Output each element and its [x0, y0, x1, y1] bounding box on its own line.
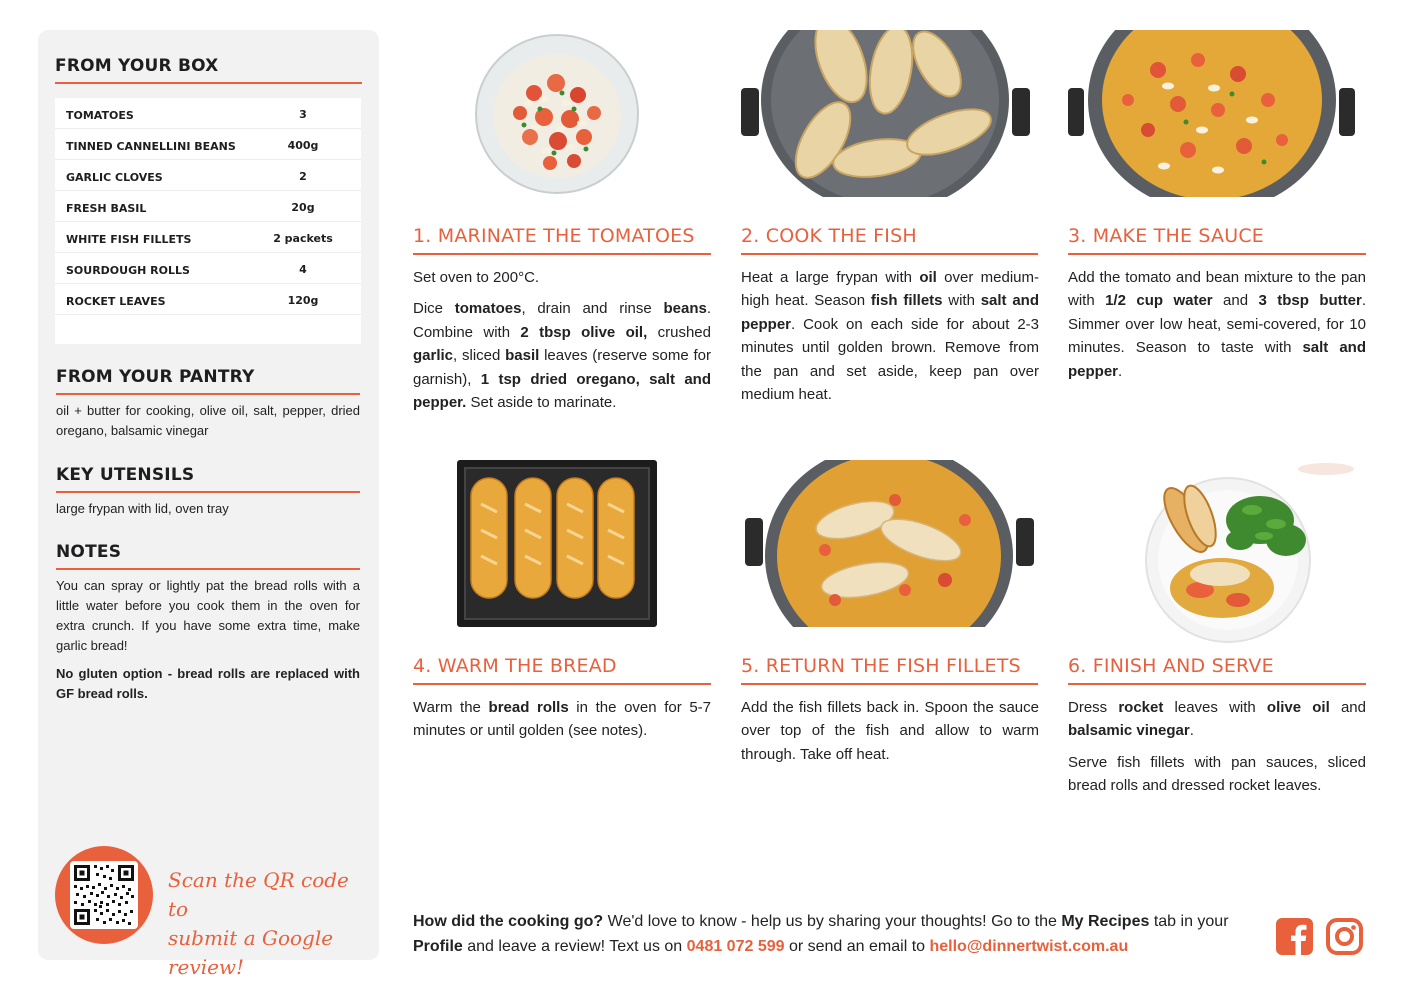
- step-6-title: 6. FINISH AND SERVE: [1068, 655, 1274, 677]
- step-text-run: . Simmer over low heat, semi-covered, for 10 minutes. Season to taste with: [1068, 292, 1366, 357]
- ingredient-name: FRESH BASIL: [66, 202, 147, 215]
- section-divider: [55, 82, 362, 84]
- ingredient-name: TOMATOES: [66, 109, 134, 122]
- step-divider: [741, 253, 1038, 255]
- step-text-run: and: [1212, 292, 1259, 310]
- step-text-run: Dice: [413, 300, 455, 318]
- step-text-run: and: [1329, 699, 1366, 716]
- notes-title: NOTES: [56, 542, 122, 562]
- step-text-run: . Cook on each side for about 2-3 minutes until golden brown. Remove from the pan and set aside, keep pan over medium heat.: [741, 315, 1039, 404]
- ingredient-qty: 4: [299, 263, 307, 276]
- step-text-run: Set oven to 200°C.: [413, 269, 540, 286]
- ingredient-name: SOURDOUGH ROLLS: [66, 264, 190, 277]
- from-your-box-title: FROM YOUR BOX: [55, 56, 219, 76]
- step-2-title: 2. COOK THE FISH: [741, 225, 917, 247]
- step-4-title: 4. WARM THE BREAD: [413, 655, 617, 677]
- footer-text-3: and leave a review! Text us on: [462, 938, 687, 955]
- pan-fish-image: [741, 30, 1030, 197]
- step-text-run: with: [942, 292, 981, 310]
- ingredient-name: ROCKET LEAVES: [66, 295, 166, 308]
- step-text-run: crushed: [647, 323, 711, 341]
- step-divider: [413, 253, 711, 255]
- step-paragraph: [413, 696, 711, 743]
- ingredient-highlight: 2 tbsp olive oil,: [520, 323, 648, 341]
- step-paragraph: [1068, 751, 1366, 798]
- step-text-run: , sliced: [453, 347, 506, 365]
- step-text-run: leaves with: [1163, 699, 1267, 716]
- step-3-text: [1068, 266, 1366, 391]
- step-1-text: [413, 266, 711, 422]
- step-1-title: 1. MARINATE THE TOMATOES: [413, 225, 695, 247]
- step-text-run: Heat a large frypan with: [741, 269, 920, 286]
- ingredient-qty: 3: [299, 108, 307, 121]
- gluten-note: No gluten option - bread rolls are replaced with GF bread rolls.: [56, 666, 360, 701]
- ingredient-qty: 120g: [287, 294, 319, 307]
- step-divider: [1068, 253, 1366, 255]
- step-divider: [741, 683, 1038, 685]
- footer-review-text: [413, 909, 1263, 959]
- ingredient-highlight: basil: [505, 347, 540, 365]
- ingredient-name: WHITE FISH FILLETS: [66, 233, 192, 246]
- key-utensils-title: KEY UTENSILS: [56, 465, 195, 485]
- step-text-run: Serve fish fillets with pan sauces, sliced bread rolls and dressed rocket leaves.: [1068, 753, 1366, 795]
- profile-link[interactable]: Profile: [413, 938, 463, 955]
- step-paragraph: [741, 266, 1039, 406]
- ingredient-qty: 400g: [287, 139, 319, 152]
- ingredient-qty: 2: [299, 170, 307, 183]
- facebook-icon[interactable]: [1276, 918, 1313, 955]
- ingredient-highlight: 3 tbsp butter: [1258, 292, 1362, 310]
- step-text-run: Add the tomato and bean mixture to the pan with: [1068, 269, 1366, 310]
- qr-line-1: Scan the QR code to: [168, 868, 349, 921]
- ingredient-row: [55, 160, 361, 191]
- pan-sauce-image: [1068, 30, 1355, 197]
- step-text-run: Warm the: [413, 699, 489, 716]
- ingredient-highlight: bread rolls: [488, 699, 569, 716]
- step-3-title: 3. MAKE THE SAUCE: [1068, 225, 1264, 247]
- step-paragraph: [1068, 696, 1366, 743]
- step-text-run: .: [1189, 722, 1194, 740]
- instagram-icon[interactable]: [1326, 918, 1363, 955]
- step-text-run: over medium-high heat. Season: [741, 269, 1040, 310]
- ingredient-row: [55, 98, 361, 129]
- step-2-text: [741, 266, 1039, 414]
- step-paragraph: [1068, 266, 1366, 383]
- section-divider: [56, 491, 360, 493]
- ingredient-highlight: salt and pepper: [741, 292, 1039, 333]
- plate-serve-image: [1140, 460, 1356, 643]
- step-5-text: [741, 696, 1039, 774]
- step-paragraph: [741, 696, 1039, 766]
- my-recipes-link[interactable]: My Recipes: [1061, 913, 1150, 930]
- bowl-tomatoes-image: [474, 33, 640, 195]
- ingredient-highlight: olive oil: [1266, 699, 1330, 716]
- step-5-title: 5. RETURN THE FISH FILLETS: [741, 655, 1021, 677]
- ingredient-row: [55, 129, 361, 160]
- ingredient-highlight: rocket: [1118, 699, 1164, 716]
- ingredient-highlight: balsamic vinegar: [1068, 722, 1190, 740]
- email-link[interactable]: hello@dinnertwist.com.au: [929, 938, 1129, 955]
- footer-question: How did the cooking go?: [413, 913, 604, 930]
- qr-code-icon[interactable]: [70, 861, 138, 929]
- phone-link[interactable]: 0481 072 599: [686, 938, 785, 955]
- step-4-text: [413, 696, 711, 751]
- step-text-run: .: [1118, 362, 1123, 380]
- pantry-text: oil + butter for cooking, olive oil, salt, pepper, dried oregano, balsamic vinegar: [56, 403, 360, 438]
- ingredients-table: [55, 98, 361, 344]
- step-text-run: Add the fish fillets back in. Spoon the sauce over top of the fish and allow to warm through. Take off heat.: [741, 699, 1039, 763]
- ingredient-row: [55, 222, 361, 253]
- ingredient-row: [55, 253, 361, 284]
- step-text-run: Dress: [1068, 699, 1119, 716]
- section-divider: [56, 393, 360, 395]
- step-divider: [1068, 683, 1366, 685]
- section-divider: [56, 568, 360, 570]
- step-divider: [413, 683, 711, 685]
- notes-text: You can spray or lightly pat the bread rolls with a little water before you cook them in the oven for extra crunch. If you have some extra time, make garlic bread!: [56, 578, 360, 653]
- footer-text-1: We'd love to know - help us by sharing your thoughts! Go to the: [603, 913, 1062, 930]
- ingredient-name: TINNED CANNELLINI BEANS: [66, 140, 236, 153]
- footer-text-4: or send an email to: [784, 938, 930, 955]
- step-text-run: , drain and rinse: [521, 300, 664, 318]
- ingredient-highlight: beans: [663, 300, 707, 318]
- step-paragraph: [413, 266, 711, 289]
- ingredient-row: [55, 284, 361, 315]
- step-text-run: in the oven for 5-7 minutes or until golden (see notes).: [413, 699, 712, 740]
- step-text-run: Set aside to marinate.: [466, 394, 617, 412]
- ingredient-highlight: salt and pepper: [1068, 339, 1367, 380]
- ingredient-qty: 20g: [291, 201, 315, 214]
- ingredient-row: [55, 191, 361, 222]
- from-your-pantry-title: FROM YOUR PANTRY: [56, 367, 255, 387]
- qr-line-2: submit a Google review!: [168, 926, 334, 979]
- ingredient-highlight: fish fillets: [870, 292, 943, 310]
- pan-return-fish-image: [745, 460, 1034, 627]
- step-text-run: . Combine with: [413, 300, 711, 341]
- ingredient-highlight: tomatoes: [454, 300, 522, 318]
- footer-text-2: tab in your: [1149, 913, 1229, 930]
- ingredient-highlight: 1/2 cup water: [1105, 292, 1213, 310]
- step-6-text: [1068, 696, 1366, 806]
- ingredient-highlight: garlic: [413, 347, 454, 365]
- ingredient-qty: 2 packets: [273, 232, 333, 245]
- utensils-text: large frypan with lid, oven tray: [56, 501, 229, 516]
- step-text-run: leaves (reserve some for garnish),: [413, 347, 711, 388]
- qr-review-text: [168, 866, 368, 982]
- step-paragraph: [413, 297, 711, 414]
- ingredient-highlight: oil: [919, 269, 937, 286]
- ingredient-highlight: 1 tsp dried oregano, salt and pepper.: [413, 370, 711, 412]
- tray-bread-image: [457, 460, 657, 627]
- ingredient-name: GARLIC CLOVES: [66, 171, 163, 184]
